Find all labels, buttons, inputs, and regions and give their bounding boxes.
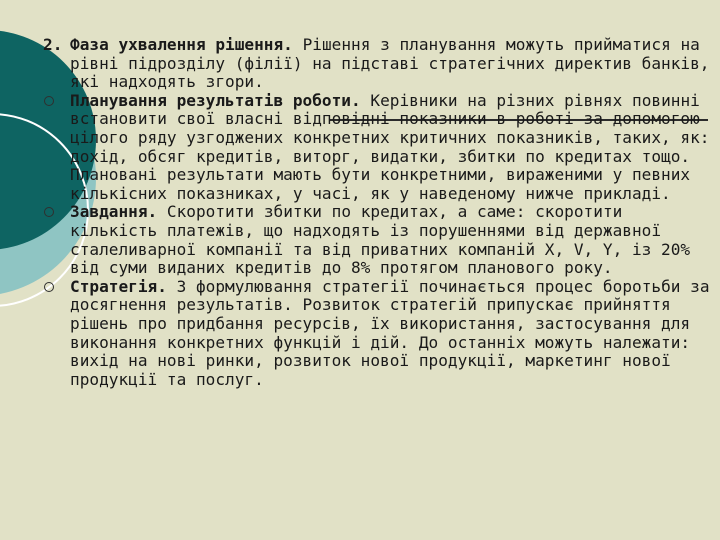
list-item-task (43, 203, 715, 277)
item-text: Скоротити збитки по кредитах, а саме: скоротити кількість платежів, що надходять із порушеннями від державної сталеливарної компанії та від приватних компаній X, V, Y, із 20% від суми виданих кредитів до 8% протягом планового року. (70, 202, 691, 278)
item-heading: Завдання. (70, 202, 158, 222)
item-text: Керівники на різних рівнях повинні встановити свої власні відповідні показники в роботі за допомогою цілого ряду узгоджених конкретних критичних показників, таких, як: дохід, обсяг кредитів, виторг, видатки, збитки по кредитах тощо. Плановані результати мають бути конкретними, вираженими у певних кількісних показниках, у часі, як у наведеному нижче прикладі. (70, 90, 710, 203)
slide-body (43, 36, 715, 389)
hollow-circle-bullet-icon (44, 96, 54, 106)
item-heading: Планування результатів роботи. (70, 90, 361, 110)
list-item-results-planning (43, 92, 715, 204)
list-item-decision-phase (43, 36, 715, 92)
item-number: 2. (43, 35, 63, 54)
hollow-circle-bullet-icon (44, 282, 54, 292)
list-item-strategy (43, 278, 715, 390)
item-text: Рішення з планування можуть прийматися на рівні підрозділу (філії) на підставі стратегічних директив банків, які надходять згори. (70, 35, 710, 92)
hollow-circle-bullet-icon (44, 207, 54, 217)
item-heading: Стратегія. (70, 276, 167, 296)
item-text: З формулювання стратегії починається процес боротьби за досягнення результатів. Розвиток стратегій припускає прийняття рішень про придбання ресурсів, їх використання, застосування для виконання конкретних функцій і дій. До останніх можуть належати: вихід на нові ринки, розвиток нової продукції, маркетинг нової продукції та послуг. (70, 276, 710, 389)
item-heading: Фаза ухвалення рішення. (70, 35, 293, 54)
